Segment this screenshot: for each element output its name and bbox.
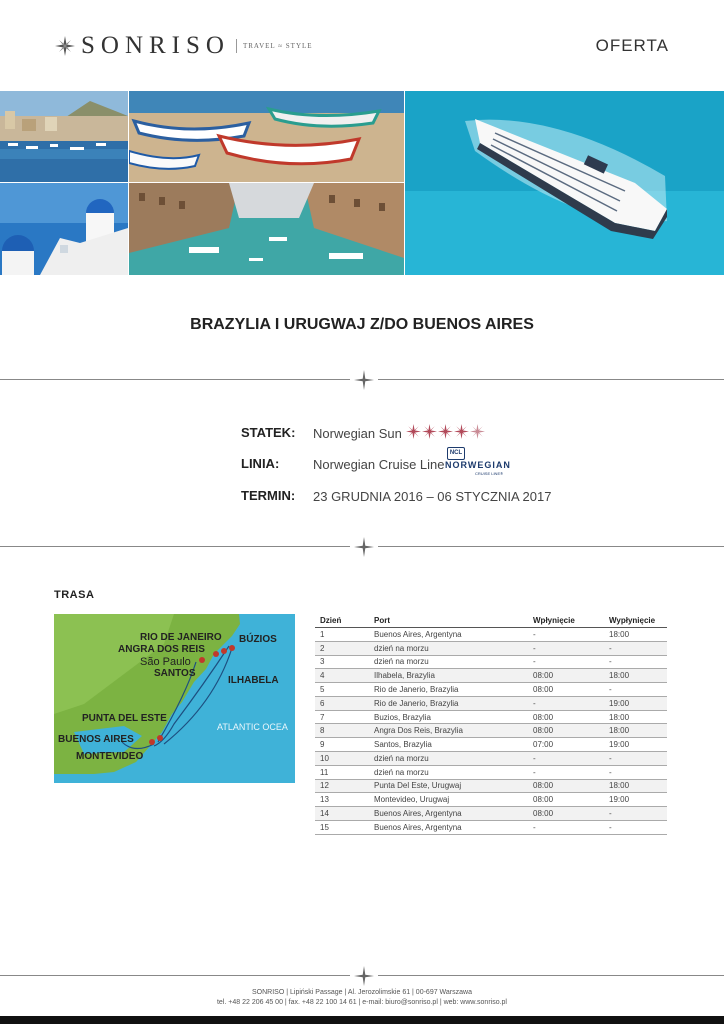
cell-port: Angra Dos Reis, Brazylia (369, 724, 528, 738)
ncl-word: NORWEGIAN (445, 460, 511, 470)
table-row (315, 669, 667, 683)
footer-contact: tel. +48 22 206 45 00 | fax. +48 22 100 14 61 | e-mail: biuro@sonriso.pl | web: www.sonriso.pl (216, 999, 507, 1006)
ncl-sub: CRUISE LINE® (475, 471, 504, 476)
table-row (315, 807, 667, 821)
cell-port: dzień na morzu (369, 655, 528, 669)
cell-port: Rio de Janerio, Brazylia (369, 696, 528, 710)
cell-port: Santos, Brazylia (369, 738, 528, 752)
cell-out: 18:00 (604, 724, 667, 738)
map-label-saopaulo: São Paulo (140, 656, 191, 668)
map-label-punta: PUNTA DEL ESTE (82, 713, 167, 724)
cell-out: 18:00 (604, 669, 667, 683)
cell-out: - (604, 655, 667, 669)
star-icon (454, 424, 469, 439)
col-departure: Wypłynięcie (604, 614, 667, 628)
cell-out: 18:00 (604, 779, 667, 793)
map-label-santos: SANTOS (154, 668, 196, 679)
cell-in: - (528, 765, 604, 779)
itinerary-body (315, 628, 667, 835)
table-row (315, 655, 667, 669)
table-row (315, 738, 667, 752)
cell-port: dzień na morzu (369, 752, 528, 766)
cell-in: 08:00 (528, 807, 604, 821)
ncl-logo (445, 447, 520, 477)
star-icon (406, 424, 421, 439)
brand-tagline: TRAVEL ≈ STYLE (242, 42, 313, 50)
line-label: LINIA: (241, 456, 280, 471)
compass-star-icon (354, 966, 374, 986)
footer-address: SONRISO | Lipiński Passage | Al. Jerozolimskie 61 | 00-697 Warszawa (252, 989, 472, 996)
cell-in: 07:00 (528, 738, 604, 752)
cell-out: - (604, 683, 667, 697)
col-arrival: Wpłynięcie (528, 614, 604, 628)
table-row (315, 724, 667, 738)
cell-out: 19:00 (604, 738, 667, 752)
cell-day: 2 (315, 641, 369, 655)
cell-day: 4 (315, 669, 369, 683)
cell-port: Buenos Aires, Argentyna (369, 807, 528, 821)
cell-port: Montevideo, Urugwaj (369, 793, 528, 807)
harbor-photo (0, 91, 128, 182)
col-port: Port (369, 614, 528, 628)
cell-port: Buzios, Brazylia (369, 710, 528, 724)
compass-star-icon (354, 370, 374, 390)
cell-out: - (604, 641, 667, 655)
compass-star-icon (55, 36, 75, 56)
ship-name: Norwegian Sun (313, 426, 402, 441)
cell-day: 3 (315, 655, 369, 669)
compass-star-icon (354, 537, 374, 557)
beach-boats-photo (129, 91, 404, 182)
cell-day: 8 (315, 724, 369, 738)
table-row (315, 752, 667, 766)
table-row (315, 779, 667, 793)
map-label-angra: ANGRA DOS REIS (118, 644, 205, 655)
cell-out: - (604, 765, 667, 779)
brand-logo (55, 32, 313, 60)
cell-out: 18:00 (604, 628, 667, 642)
venice-canal-photo (129, 183, 404, 275)
cell-in: - (528, 820, 604, 834)
cell-in: - (528, 752, 604, 766)
cell-port: dzień na morzu (369, 765, 528, 779)
table-header-row (315, 614, 667, 628)
santorini-photo (0, 183, 128, 275)
cell-day: 14 (315, 807, 369, 821)
cell-in: 08:00 (528, 793, 604, 807)
photo-collage (0, 91, 724, 275)
ship-label: STATEK: (241, 425, 296, 440)
cell-port: Buenos Aires, Argentyna (369, 820, 528, 834)
map-label-ilhabela: ILHABELA (228, 675, 279, 686)
table-row (315, 683, 667, 697)
cell-in: 08:00 (528, 779, 604, 793)
divider-footer (0, 966, 724, 986)
ncl-badge: NCL (447, 447, 465, 460)
cell-day: 9 (315, 738, 369, 752)
cell-in: 08:00 (528, 669, 604, 683)
offer-title: BRAZYLIA I URUGWAJ Z/DO BUENOS AIRES (190, 316, 534, 333)
cell-port: Punta Del Este, Urugwaj (369, 779, 528, 793)
map-label-buenos: BUENOS AIRES (58, 734, 134, 745)
cell-out: - (604, 820, 667, 834)
cell-port: Rio de Janerio, Brazylia (369, 683, 528, 697)
star-icon (438, 424, 453, 439)
ship-rating (406, 424, 486, 439)
cell-day: 7 (315, 710, 369, 724)
brand-name: SONRISO (81, 32, 230, 59)
cell-day: 5 (315, 683, 369, 697)
cell-out: 19:00 (604, 696, 667, 710)
term-dates: 23 GRUDNIA 2016 – 06 STYCZNIA 2017 (313, 489, 552, 504)
divider-top (0, 370, 724, 390)
itinerary-table (315, 614, 667, 835)
route-map (54, 614, 295, 783)
star-icon (422, 424, 437, 439)
cell-day: 15 (315, 820, 369, 834)
table-row (315, 696, 667, 710)
table-row (315, 628, 667, 642)
cell-in: - (528, 696, 604, 710)
cell-day: 13 (315, 793, 369, 807)
cell-day: 1 (315, 628, 369, 642)
term-label: TERMIN: (241, 488, 296, 503)
header-label: OFERTA (595, 36, 669, 55)
divider-middle (0, 537, 724, 557)
table-row (315, 641, 667, 655)
cell-port: Ilhabela, Brazylia (369, 669, 528, 683)
cell-out: - (604, 807, 667, 821)
cell-day: 10 (315, 752, 369, 766)
table-row (315, 820, 667, 834)
table-row (315, 710, 667, 724)
cell-in: - (528, 641, 604, 655)
cell-day: 12 (315, 779, 369, 793)
logo-separator (236, 39, 237, 53)
cell-day: 11 (315, 765, 369, 779)
cruise-ship-photo (405, 91, 724, 275)
cell-in: 08:00 (528, 724, 604, 738)
map-label-montevideo: MONTEVIDEO (76, 751, 144, 762)
cell-out: 18:00 (604, 710, 667, 724)
cell-out: 19:00 (604, 793, 667, 807)
cell-in: - (528, 628, 604, 642)
map-label-rio: RIO DE JANEIRO (140, 632, 222, 643)
cell-day: 6 (315, 696, 369, 710)
map-label-ocean: ATLANTIC OCEA (217, 722, 288, 732)
line-name: Norwegian Cruise Line (313, 457, 445, 472)
map-label-buzios: BÚZIOS (239, 634, 277, 645)
cell-out: - (604, 752, 667, 766)
table-row (315, 765, 667, 779)
cell-port: Buenos Aires, Argentyna (369, 628, 528, 642)
star-icon (470, 424, 485, 439)
cell-port: dzień na morzu (369, 641, 528, 655)
route-heading: TRASA (54, 589, 95, 601)
table-row (315, 793, 667, 807)
cell-in: - (528, 655, 604, 669)
col-day: Dzień (315, 614, 369, 628)
cell-in: 08:00 (528, 683, 604, 697)
cell-in: 08:00 (528, 710, 604, 724)
bottom-bar (0, 1016, 724, 1024)
